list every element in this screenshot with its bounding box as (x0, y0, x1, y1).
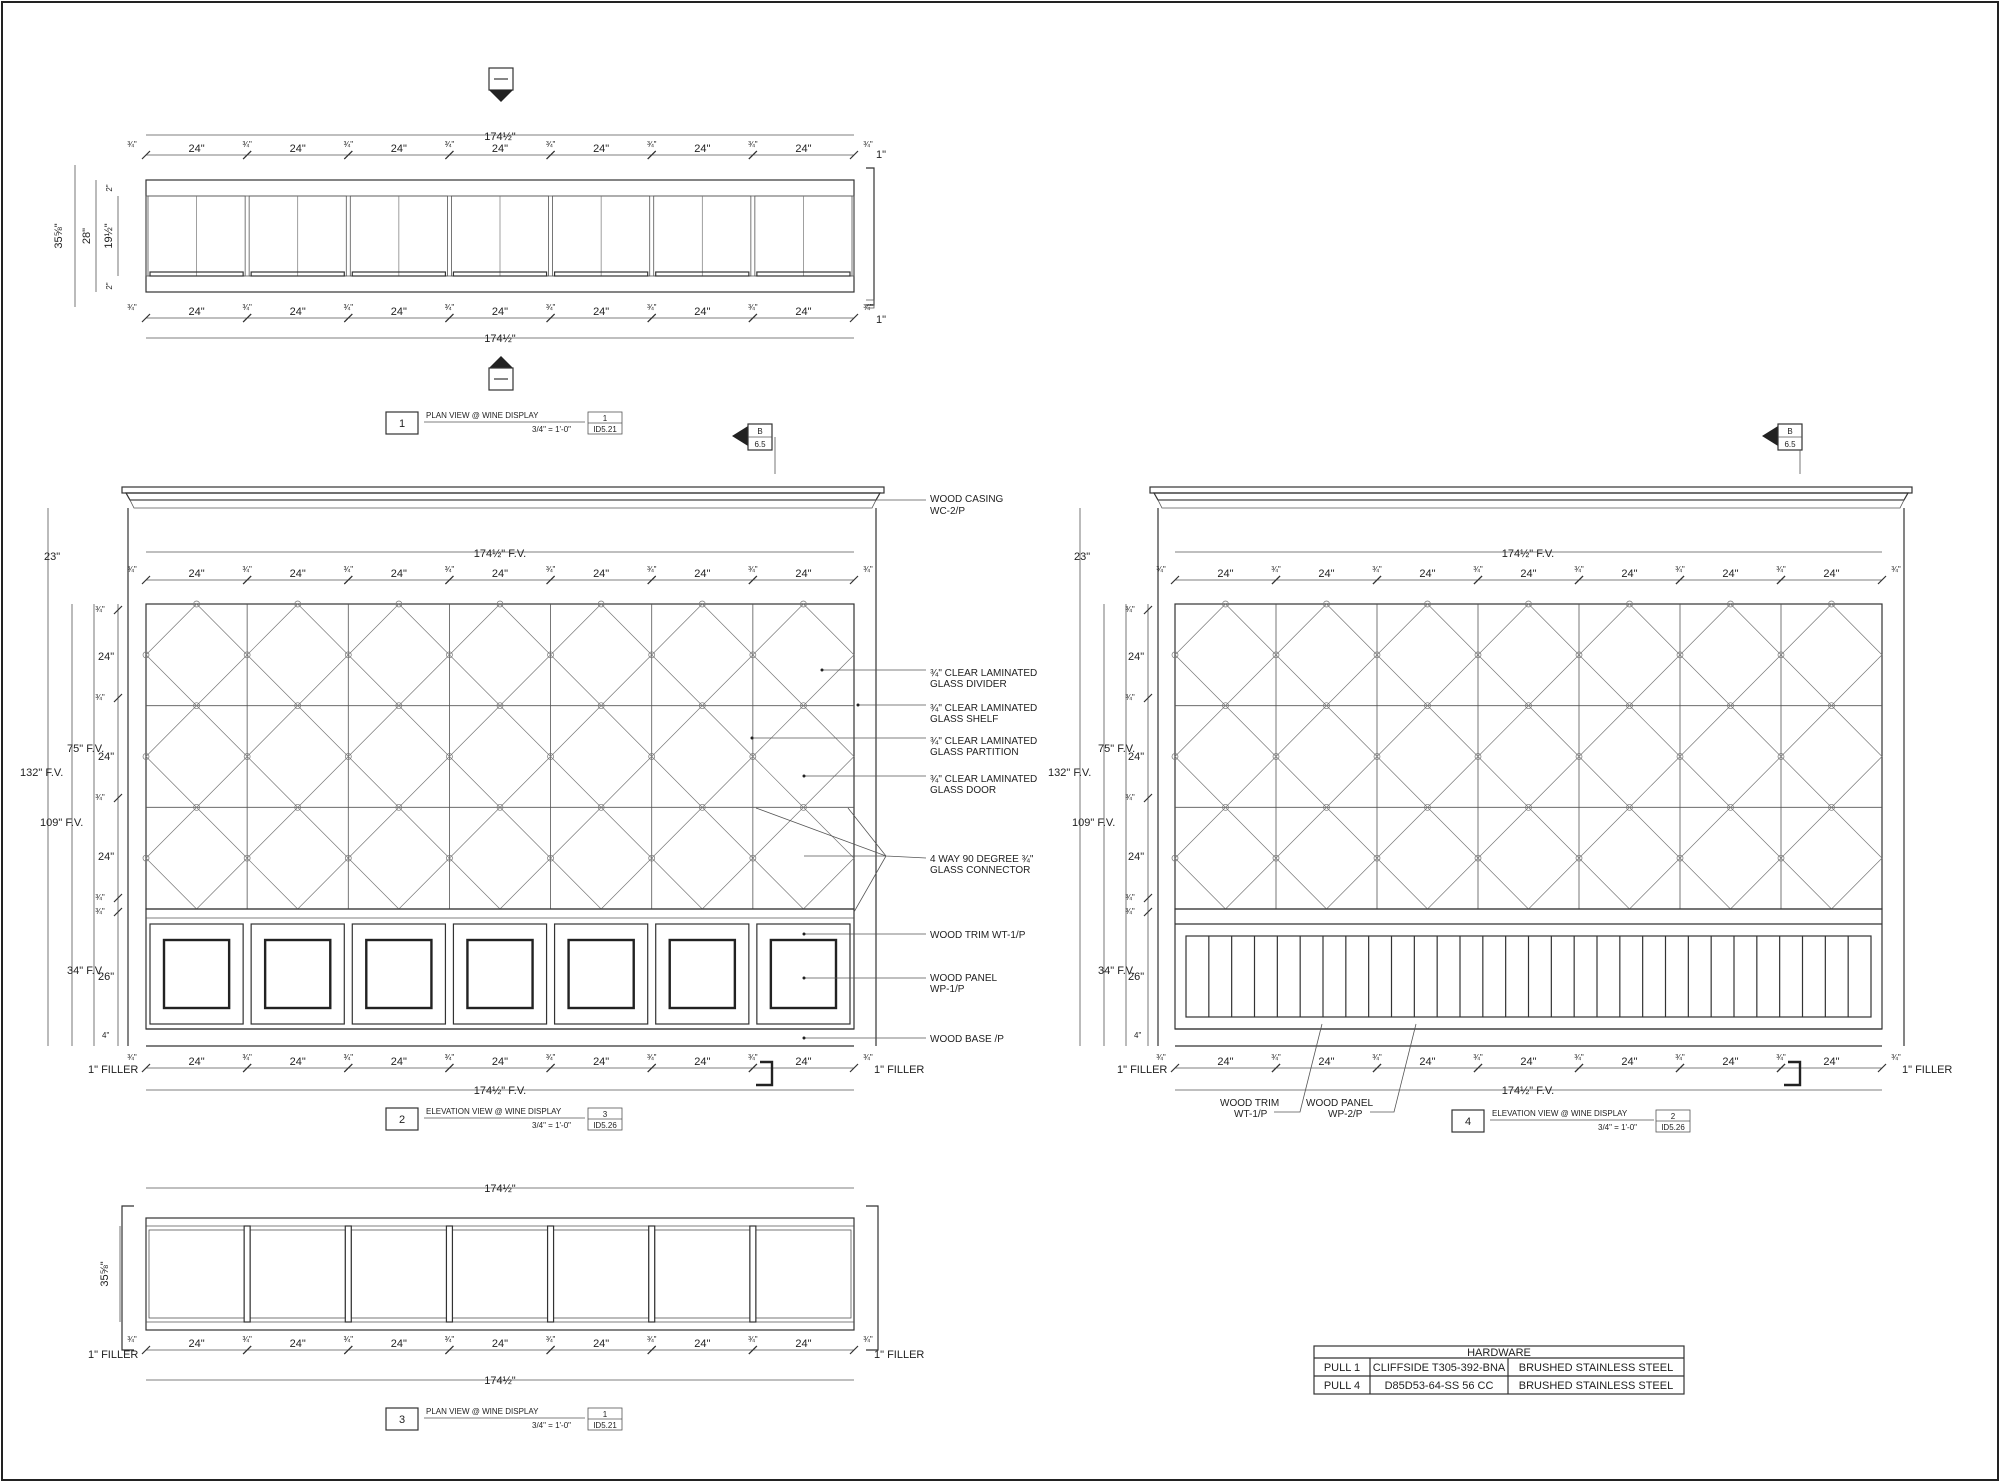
upper-fv-dim: 109" F.V. (40, 817, 84, 829)
hardware-table (1314, 1346, 1684, 1394)
v2-glass-divider (247, 807, 348, 909)
note-glass-divider: ¾" CLEAR LAMINATED (930, 668, 1038, 679)
svg-text:3/4" = 1'-0": 3/4" = 1'-0" (532, 425, 572, 434)
v1-bot-bay-dim-6: 24" (694, 306, 711, 318)
v1-top-gap-dim-right: ¾" (863, 140, 873, 149)
v3-bot-gap-dim-3: ¾" (444, 1335, 455, 1344)
v4-glass-divider (1478, 604, 1579, 706)
v4-glass-divider (1680, 604, 1781, 706)
section-tag-2 (732, 424, 775, 474)
svg-text:3/4" = 1'-0": 3/4" = 1'-0" (1598, 1123, 1638, 1132)
v4-glass-divider (1276, 706, 1377, 808)
top-gap-dim-4: 23" (1074, 551, 1091, 563)
svg-text:B: B (1787, 427, 1793, 436)
v1-bot-gap-dim-4: ¾" (545, 303, 556, 312)
row-dim-4b: 24" (1128, 751, 1145, 763)
svg-text:3/4" = 1'-0": 3/4" = 1'-0" (532, 1121, 572, 1130)
v4-top-bay-dim-5: 24" (1621, 568, 1638, 580)
v1-bot-gap-dim-1: ¾" (242, 303, 252, 312)
v3-bot-bay-dim-1: 24" (188, 1338, 205, 1350)
v2-bot-bay-dim-7: 24" (795, 1056, 812, 1068)
v4-bot-bay-dim-5: 24" (1621, 1056, 1638, 1068)
row-dim-3: 24" (98, 851, 115, 863)
v2-bot-bay-dim-1: 24" (188, 1056, 205, 1068)
v1-bot-gap-dim-3: ¾" (444, 303, 455, 312)
v3-bot-gap-dim-1: ¾" (242, 1335, 252, 1344)
filler-left-4: 1" FILLER (1117, 1064, 1168, 1076)
v2-bot-gap-dim-2: ¾" (343, 1053, 354, 1062)
v4-bot-bay-dim-7: 24" (1823, 1056, 1840, 1068)
base-fv-dim: 34" F.V. (67, 965, 105, 977)
note-glass-door: ¾" CLEAR LAMINATED (930, 774, 1038, 785)
v4-glass-divider (1377, 604, 1478, 706)
v1-top-gap-dim-3: ¾" (444, 140, 455, 149)
v1-top-gap-dim-5: ¾" (646, 140, 657, 149)
v4-top-gap-dim-1: ¾" (1271, 565, 1281, 574)
svg-text:3: 3 (602, 1110, 608, 1119)
v3-depth-dim: 35⅝" (99, 1261, 111, 1287)
svg-text:6.5: 6.5 (1784, 440, 1796, 449)
v4-bot-gap-dim-6: ¾" (1776, 1053, 1786, 1062)
v2-top-gap-dim-4: ¾" (545, 565, 556, 574)
v4-side-gap-3: ¾" (1125, 793, 1135, 802)
v4-top-gap-dim-4: ¾" (1574, 565, 1584, 574)
base-fv-dim-4: 34" F.V. (1098, 965, 1136, 977)
v1-top-gap-dim-6: ¾" (748, 140, 758, 149)
v3-bay-2 (250, 1230, 345, 1318)
v2-glass-divider (551, 604, 652, 706)
v4-bot-bay-dim-4: 24" (1520, 1056, 1537, 1068)
v2-top-gap-dim-3: ¾" (444, 565, 455, 574)
note-wood-panel-4: WOOD PANEL (1306, 1098, 1374, 1109)
v4-bot-bay-dim-2: 24" (1318, 1056, 1335, 1068)
v4-top-bay-dim-7: 24" (1823, 568, 1840, 580)
v2-bot-bay-dim-5: 24" (593, 1056, 610, 1068)
svg-text:2: 2 (398, 1114, 406, 1126)
v1-bot-bay-dim-5: 24" (593, 306, 610, 318)
v4-glass-divider (1478, 807, 1579, 909)
v4-glass-divider (1175, 807, 1276, 909)
v2-glass-divider (652, 706, 753, 808)
view-title-4 (1452, 1109, 1690, 1132)
v2-side-gap-3: ¾" (95, 793, 105, 802)
row-dim-1: 24" (98, 651, 115, 663)
view-title-2 (386, 1107, 622, 1130)
total-fv-dim: 132" F.V. (20, 767, 64, 779)
v2-side-gap-5: ¾" (95, 907, 105, 916)
v3-bay-1 (149, 1230, 244, 1318)
v2-bot-gap-dim-right: ¾" (863, 1053, 873, 1062)
overall-dim-top: 174½" (484, 131, 516, 143)
v2-bot-gap-dim-4: ¾" (545, 1053, 556, 1062)
v2-glass-divider (551, 706, 652, 808)
v2-glass-divider (247, 706, 348, 808)
overall-dim-fv-bottom: 174½" F.V. (473, 1085, 527, 1097)
v4-glass-divider (1276, 604, 1377, 706)
v1-top-gap-dim-1: ¾" (242, 140, 252, 149)
v4-top-gap-dim-2: ¾" (1372, 565, 1382, 574)
plan-depth-dim: 35⅝" (53, 223, 65, 249)
v3-bot-gap-dim-5: ¾" (646, 1335, 657, 1344)
svg-text:1: 1 (602, 414, 608, 423)
plan-view-1 (53, 68, 886, 434)
hardware-row-1-model: CLIFFSIDE T305-392-BNA (1372, 1362, 1506, 1374)
v2-top-gap-dim-6: ¾" (748, 565, 758, 574)
note-wood-panel-1: WOOD PANEL (930, 973, 998, 984)
svg-text:PLAN VIEW @ WINE DISPLAY: PLAN VIEW @ WINE DISPLAY (426, 411, 539, 420)
v4-bot-bay-dim-6: 24" (1722, 1056, 1739, 1068)
v3-partition-1 (244, 1226, 250, 1322)
hardware-row-1-finish: BRUSHED STAINLESS STEEL (1518, 1362, 1674, 1374)
v1-top-bay-dim-3: 24" (390, 143, 407, 155)
svg-text:WT-1/P: WT-1/P (1234, 1109, 1268, 1120)
v4-top-gap-dim-left: ¾" (1156, 565, 1166, 574)
v2-glass-divider (348, 706, 449, 808)
v4-top-gap-dim-3: ¾" (1473, 565, 1483, 574)
svg-text:ID5.21: ID5.21 (593, 425, 617, 434)
svg-text:1: 1 (398, 418, 406, 430)
v3-bot-gap-dim-4: ¾" (545, 1335, 556, 1344)
v2-glass-divider (753, 604, 854, 706)
v2-glass-divider (146, 807, 247, 909)
top-gap-dim: 23" (44, 551, 61, 563)
v4-glass-divider (1680, 706, 1781, 808)
v4-top-bay-dim-1: 24" (1217, 568, 1234, 580)
v2-glass-divider (652, 604, 753, 706)
v4-bot-gap-dim-1: ¾" (1271, 1053, 1281, 1062)
v1-top-bay-dim-2: 24" (289, 143, 306, 155)
v3-bay-5 (554, 1230, 649, 1318)
v4-bot-gap-dim-right: ¾" (1891, 1053, 1901, 1062)
v4-side-gap-1: ¾" (1125, 605, 1135, 614)
v2-top-bay-dim-3: 24" (390, 568, 407, 580)
svg-text:1: 1 (602, 1410, 608, 1419)
v3-bot-gap-dim-right: ¾" (863, 1335, 873, 1344)
hardware-row-2-finish: BRUSHED STAINLESS STEEL (1518, 1380, 1674, 1392)
svg-text:4: 4 (1464, 1116, 1472, 1128)
v1-bot-gap-dim-2: ¾" (343, 303, 354, 312)
v3-bot-bay-dim-4: 24" (491, 1338, 509, 1350)
view-title-3 (386, 1407, 622, 1430)
svg-text:ID5.26: ID5.26 (1661, 1123, 1685, 1132)
elevation-view-4 (1048, 424, 1952, 1132)
v2-glass-divider (247, 604, 348, 706)
v2-glass-divider (449, 807, 550, 909)
v3-bot-bay-dim-5: 24" (593, 1338, 610, 1350)
svg-text:ELEVATION VIEW @ WINE DISPLAY: ELEVATION VIEW @ WINE DISPLAY (1492, 1109, 1628, 1118)
overall-dim-fv-4: 174½" F.V. (1501, 548, 1555, 560)
v2-top-gap-dim-1: ¾" (242, 565, 252, 574)
v2-bot-bay-dim-4: 24" (491, 1056, 509, 1068)
v2-bot-gap-dim-5: ¾" (646, 1053, 657, 1062)
v4-bot-gap-dim-5: ¾" (1675, 1053, 1685, 1062)
v4-side-gap-2: ¾" (1125, 693, 1135, 702)
v4-top-gap-dim-6: ¾" (1776, 565, 1786, 574)
v3-bot-gap-dim-6: ¾" (748, 1335, 758, 1344)
overall-dim-fv: 174½" F.V. (473, 548, 527, 560)
v2-top-bay-dim-7: 24" (795, 568, 812, 580)
v4-bot-bay-dim-1: 24" (1217, 1056, 1234, 1068)
v4-glass-divider (1680, 807, 1781, 909)
v2-glass-divider (146, 706, 247, 808)
v1-bot-bay-dim-1: 24" (188, 306, 205, 318)
wood-panel-raised-3 (366, 940, 431, 1008)
v2-glass-divider (753, 807, 854, 909)
v2-bot-gap-dim-1: ¾" (242, 1053, 252, 1062)
filler-left: 1" FILLER (88, 1064, 139, 1076)
v4-bot-bay-dim-3: 24" (1419, 1056, 1436, 1068)
svg-text:B: B (757, 427, 763, 436)
v4-bot-gap-dim-left: ¾" (1156, 1053, 1166, 1062)
v2-top-gap-dim-left: ¾" (127, 565, 137, 574)
note-glass-connector: 4 WAY 90 DEGREE ¾" (930, 854, 1034, 865)
upper-fv-dim-4: 109" F.V. (1072, 817, 1116, 829)
glass-fv-dim: 75" F.V. (67, 743, 105, 755)
v4-glass-divider (1781, 807, 1882, 909)
v4-glass-divider (1579, 706, 1680, 808)
v1-top-gap-dim-4: ¾" (545, 140, 556, 149)
v1-top-gap-dim-left: ¾" (127, 140, 137, 149)
end-dim-right: 1" (876, 149, 887, 161)
v2-glass-divider (449, 706, 550, 808)
plan-view-3 (88, 1183, 924, 1430)
wood-panel-raised-2 (265, 940, 330, 1008)
svg-text:3: 3 (398, 1414, 406, 1426)
row-dim-2: 24" (98, 751, 115, 763)
v4-glass-divider (1175, 604, 1276, 706)
v2-top-bay-dim-1: 24" (188, 568, 205, 580)
svg-text:GLASS PARTITION: GLASS PARTITION (930, 747, 1019, 758)
v1-bot-bay-dim-2: 24" (289, 306, 306, 318)
v1-top-bay-dim-6: 24" (694, 143, 711, 155)
v2-top-bay-dim-2: 24" (289, 568, 306, 580)
v4-glass-divider (1175, 706, 1276, 808)
note-wood-base: WOOD BASE /P (930, 1034, 1004, 1045)
v2-glass-divider (449, 604, 550, 706)
filler-right: 1" FILLER (874, 1064, 925, 1076)
note-glass-partition: ¾" CLEAR LAMINATED (930, 736, 1038, 747)
v4-bot-gap-dim-3: ¾" (1473, 1053, 1483, 1062)
v2-top-gap-dim-right: ¾" (863, 565, 873, 574)
v3-bot-gap-dim-2: ¾" (343, 1335, 354, 1344)
annotations-2 (751, 494, 1038, 1045)
v3-bot-bay-dim-7: 24" (795, 1338, 812, 1350)
v2-glass-divider (753, 706, 854, 808)
v4-bot-gap-dim-4: ¾" (1574, 1053, 1584, 1062)
svg-text:WP-1/P: WP-1/P (930, 984, 965, 995)
svg-text:GLASS CONNECTOR: GLASS CONNECTOR (930, 865, 1031, 876)
svg-text:PLAN VIEW @ WINE DISPLAY: PLAN VIEW @ WINE DISPLAY (426, 1407, 539, 1416)
v2-glass-divider (551, 807, 652, 909)
svg-text:WP-2/P: WP-2/P (1328, 1109, 1363, 1120)
v2-top-gap-dim-2: ¾" (343, 565, 354, 574)
v4-top-bay-dim-3: 24" (1419, 568, 1436, 580)
v1-bot-bay-dim-3: 24" (390, 306, 407, 318)
v3-bot-bay-dim-2: 24" (289, 1338, 306, 1350)
v1-top-bay-dim-5: 24" (593, 143, 610, 155)
v3-bay-3 (351, 1230, 446, 1318)
v3-partition-2 (345, 1226, 351, 1322)
overall-dim-fv-bottom-4: 174½" F.V. (1501, 1085, 1555, 1097)
v2-glass-divider (146, 604, 247, 706)
v2-bot-bay-dim-3: 24" (390, 1056, 407, 1068)
v2-top-bay-dim-4: 24" (491, 568, 509, 580)
v2-side-gap-4: ¾" (95, 893, 105, 902)
filler-right-4: 1" FILLER (1902, 1064, 1953, 1076)
total-fv-dim-4: 132" F.V. (1048, 767, 1092, 779)
v2-bot-gap-dim-3: ¾" (444, 1053, 455, 1062)
svg-text:GLASS DOOR: GLASS DOOR (930, 785, 997, 796)
wood-panel-raised-6 (670, 940, 735, 1008)
v4-glass-divider (1377, 807, 1478, 909)
lower-row-dim: 26" (98, 971, 115, 983)
plan-small-dim-top: 2" (105, 184, 114, 192)
v2-bot-bay-dim-6: 24" (694, 1056, 711, 1068)
section-tag-4 (1762, 424, 1802, 474)
lower-row-dim-4: 26" (1128, 971, 1145, 983)
hardware-row-2-id: PULL 4 (1323, 1380, 1361, 1392)
hardware-row-1-id: PULL 1 (1323, 1362, 1361, 1374)
wood-panel-raised-4 (467, 940, 532, 1008)
svg-text:WC-2/P: WC-2/P (930, 506, 965, 517)
v2-glass-divider (348, 807, 449, 909)
v4-bot-gap-dim-2: ¾" (1372, 1053, 1382, 1062)
row-dim-4a: 24" (1128, 651, 1145, 663)
svg-text:6.5: 6.5 (754, 440, 766, 449)
v3-bot-bay-dim-6: 24" (694, 1338, 711, 1350)
v4-top-bay-dim-6: 24" (1722, 568, 1739, 580)
v3-partition-3 (446, 1226, 452, 1322)
v3-bot-gap-dim-left: ¾" (127, 1335, 137, 1344)
v4-glass-divider (1781, 604, 1882, 706)
v2-side-gap-1: ¾" (95, 605, 105, 614)
v3-partition-6 (750, 1226, 756, 1322)
wood-panel-raised-7 (771, 940, 836, 1008)
v3-partition-4 (548, 1226, 554, 1322)
v1-bot-gap-dim-6: ¾" (748, 303, 758, 312)
v1-top-gap-dim-2: ¾" (343, 140, 354, 149)
v4-glass-divider (1377, 706, 1478, 808)
v2-glass-divider (652, 807, 753, 909)
svg-text:ELEVATION VIEW @ WINE DISPLAY: ELEVATION VIEW @ WINE DISPLAY (426, 1107, 562, 1116)
wood-panel-raised-1 (164, 940, 229, 1008)
v4-top-bay-dim-4: 24" (1520, 568, 1537, 580)
v4-top-gap-dim-5: ¾" (1675, 565, 1685, 574)
row-dim-4c: 24" (1128, 851, 1145, 863)
svg-text:GLASS DIVIDER: GLASS DIVIDER (930, 679, 1007, 690)
v4-top-bay-dim-2: 24" (1318, 568, 1335, 580)
overall-dim-bottom: 174½" (484, 333, 516, 345)
hardware-title: HARDWARE (1467, 1347, 1531, 1359)
plan-inner-dim: 28" (81, 227, 93, 245)
v2-glass-divider (348, 604, 449, 706)
note-wood-trim-1: WOOD TRIM WT-1/P (930, 930, 1026, 941)
v4-glass-divider (1579, 604, 1680, 706)
plan-small-dim-bottom: 2" (105, 282, 114, 290)
v4-top-gap-dim-right: ¾" (1891, 565, 1901, 574)
overall-dim-v3-bottom: 174½" (484, 1375, 516, 1387)
v2-bot-gap-dim-6: ¾" (748, 1053, 758, 1062)
section-marker-top (489, 68, 513, 102)
plan-shelf-dim: 19½" (103, 223, 115, 249)
note-wood-trim-4: WOOD TRIM (1220, 1098, 1280, 1109)
v3-bay-4 (452, 1230, 547, 1318)
v2-bot-bay-dim-2: 24" (289, 1056, 306, 1068)
section-marker-bottom (489, 356, 513, 390)
v4-glass-divider (1276, 807, 1377, 909)
v2-top-gap-dim-5: ¾" (646, 565, 657, 574)
v3-filler-left: 1" FILLER (88, 1349, 139, 1361)
v1-bot-gap-dim-left: ¾" (127, 303, 137, 312)
v4-glass-divider (1478, 706, 1579, 808)
v3-bot-bay-dim-3: 24" (390, 1338, 407, 1350)
v1-top-bay-dim-1: 24" (188, 143, 205, 155)
v1-bot-gap-dim-5: ¾" (646, 303, 657, 312)
svg-text:2: 2 (1670, 1112, 1676, 1121)
elevation-view-2 (20, 424, 1037, 1130)
wood-panel-raised-5 (569, 940, 634, 1008)
base-dim-4: 4" (1134, 1031, 1142, 1040)
svg-text:GLASS SHELF: GLASS SHELF (930, 714, 999, 725)
v2-top-bay-dim-6: 24" (694, 568, 711, 580)
v4-side-gap-5: ¾" (1125, 907, 1135, 916)
v2-side-gap-2: ¾" (95, 693, 105, 702)
v3-bay-6 (655, 1230, 750, 1318)
glass-fv-dim-4: 75" F.V. (1098, 743, 1136, 755)
v4-glass-divider (1781, 706, 1882, 808)
view-title-1 (386, 411, 622, 434)
svg-text:3/4" = 1'-0": 3/4" = 1'-0" (532, 1421, 572, 1430)
svg-text:ID5.26: ID5.26 (593, 1121, 617, 1130)
v3-bay-7 (756, 1230, 851, 1318)
v4-side-gap-4: ¾" (1125, 893, 1135, 902)
overall-dim-v3-top: 174½" (484, 1183, 516, 1195)
v1-bot-bay-dim-7: 24" (795, 306, 812, 318)
v4-glass-divider (1579, 807, 1680, 909)
v2-bot-gap-dim-left: ¾" (127, 1053, 137, 1062)
end-dim-right-bottom: 1" (876, 314, 887, 326)
v3-partition-5 (649, 1226, 655, 1322)
svg-text:ID5.21: ID5.21 (593, 1421, 617, 1430)
hardware-row-2-model: D85D53-64-SS 56 CC (1384, 1380, 1494, 1392)
v3-filler-right: 1" FILLER (874, 1349, 925, 1361)
note-glass-shelf: ¾" CLEAR LAMINATED (930, 703, 1038, 714)
v1-top-bay-dim-4: 24" (491, 143, 509, 155)
v1-top-bay-dim-7: 24" (795, 143, 812, 155)
v1-bot-gap-dim-right: ¾" (863, 303, 873, 312)
note-wood-casing: WOOD CASING (930, 494, 1004, 505)
base-dim: 4" (102, 1031, 110, 1040)
v2-top-bay-dim-5: 24" (593, 568, 610, 580)
v1-bot-bay-dim-4: 24" (491, 306, 509, 318)
